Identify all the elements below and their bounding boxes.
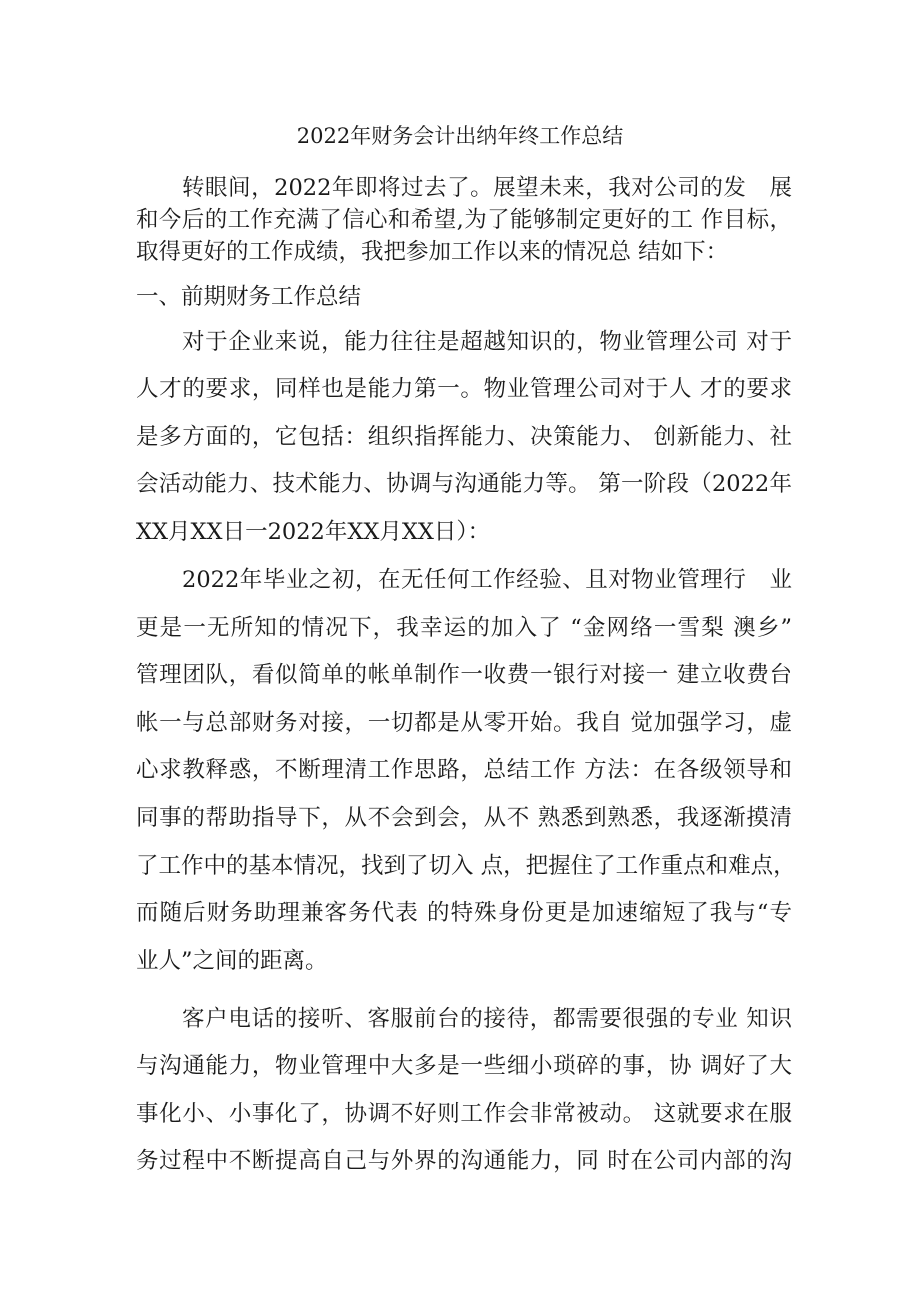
text-line: 对于企业来说，能力往往是超越知识的，物业管理公司 对于 [182,329,792,355]
text-line: 业人”之间的距离。 [136,948,328,974]
text-line: 客户电话的接听、客服前台的接待，都需要很强的专业 知识 [182,1006,792,1032]
text-line: 了工作中的基本情况，找到了切入 点，把握住了工作重点和难点， [136,853,796,879]
text-line: 事化小、小事化了，协调不好则工作会非常被动。 这就要求在服 [136,1101,792,1127]
text-line: 取得更好的工作成绩，我把参加工作以来的情况总 结如下： [136,239,729,265]
text-line: 管理团队，看似简单的帐单制作一收费一银行对接一 建立收费台 [136,662,792,688]
text-line: 同事的帮助指导下，从不会到会，从不 熟悉到熟悉，我逐渐摸清 [136,805,792,831]
text-line: 转眼间，2022年即将过去了。展望未来，我对公司的发 展 [182,175,792,201]
text-line: 人才的要求，同样也是能力第一。物业管理公司对于人 才的要求 [136,376,792,402]
text-line: 而随后财务助理兼客务代表 的特殊身份更是加速缩短了我与“专 [136,900,792,926]
text-line: 更是一无所知的情况下，我幸运的加入了 “金网络一雪梨 澳乡” [136,615,792,641]
text-line: 帐一与总部财务对接，一切都是从零开始。我自 觉加强学习，虚 [136,710,792,736]
text-line: 会活动能力、技术能力、协调与沟通能力等。 第一阶段（2022年 [136,471,792,497]
document-title: 2022年财务会计出纳年终工作总结 [296,124,624,148]
text-line: 务过程中不断提高自己与外界的沟通能力，同 时在公司内部的沟 [136,1148,792,1174]
text-line: 是多方面的，它包括：组织指挥能力、决策能力、 创新能力、社 [136,424,792,450]
text-line: XX月XX日一2022年XX月XX日）： [136,519,491,545]
text-line: 与沟通能力，物业管理中大多是一些细小琐碎的事，协 调好了大 [136,1053,792,1079]
text-line: 心求教释惑，不断理清工作思路，总结工作 方法：在各级领导和 [136,757,792,783]
section-heading: 一、前期财务工作总结 [136,284,362,310]
text-line: 2022年毕业之初，在无任何工作经验、且对物业管理行 业 [182,567,792,593]
text-line: 和今后的工作充满了信心和希望,为了能够制定更好的工 作目标， [136,207,792,233]
